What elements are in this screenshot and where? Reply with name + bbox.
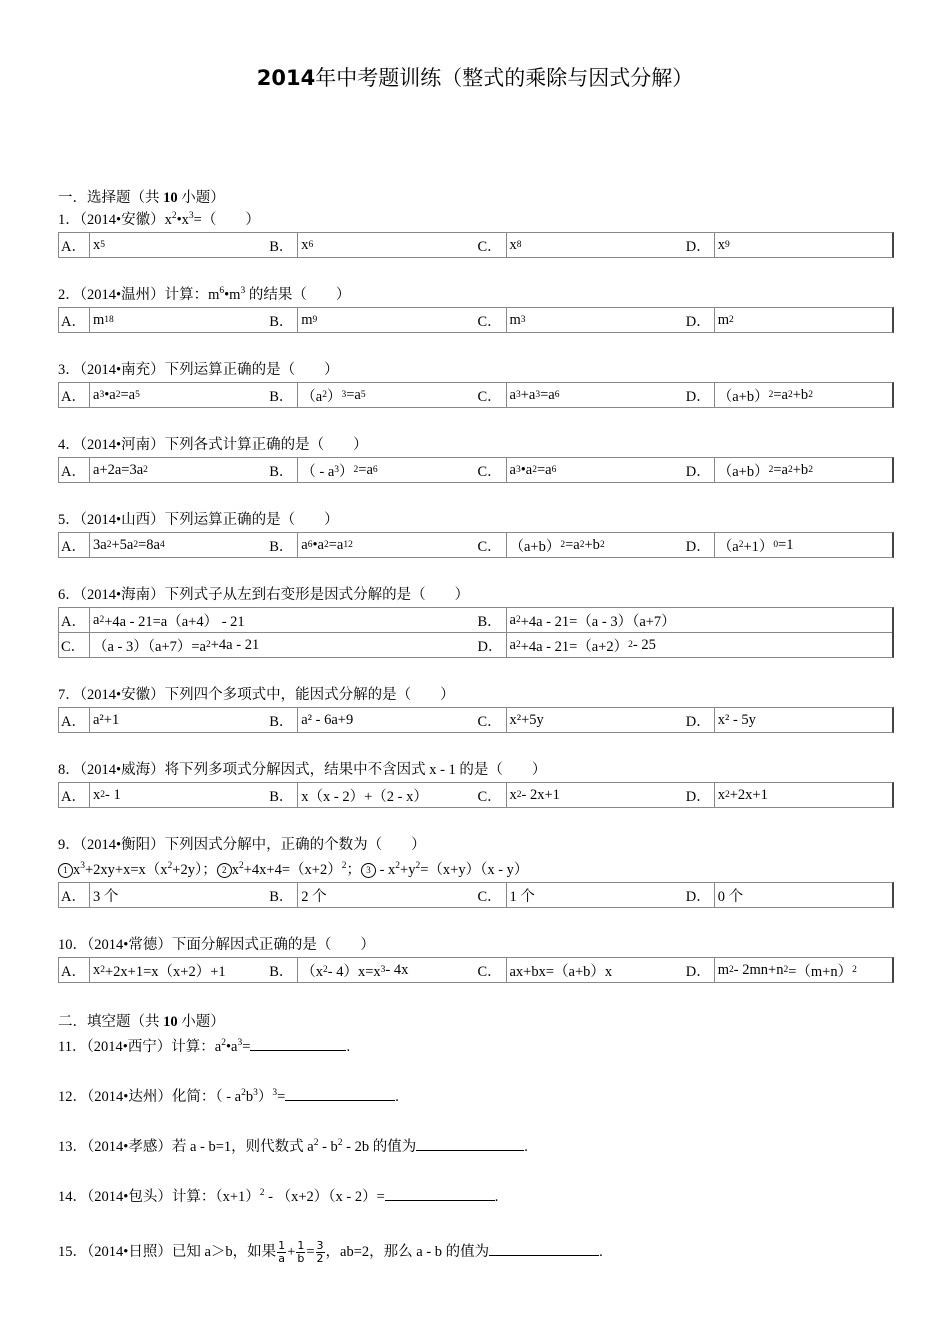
- option-b[interactable]: B． （ - a 3 ） 2 =a 6: [267, 458, 475, 482]
- question-6-options: [58, 607, 894, 658]
- option-d[interactable]: D． a 2 +4a - 21=（a+2） 2 - 25: [476, 633, 893, 657]
- option-d[interactable]: D． （a 2 +1） 0 =1: [684, 533, 892, 557]
- question-2-stem: 2．（2014•温州）计算：$m^6•m^3$ 的结果（ ）: [58, 286, 351, 303]
- option-c[interactable]: C． a 3 +a 3 =a 6: [476, 383, 684, 407]
- option-c[interactable]: C． x²+5y: [476, 708, 684, 732]
- option-c[interactable]: C． x 2 - 2x+1: [476, 783, 684, 807]
- option-c[interactable]: C． m 3: [476, 308, 684, 332]
- question-3-options: [58, 382, 894, 408]
- option-a[interactable]: A． 3a 2 +5a 2 =8a 4: [59, 533, 267, 557]
- option-a[interactable]: A． a 3 •a 2 =a 5: [59, 383, 267, 407]
- option-d[interactable]: D． m 2: [684, 308, 892, 332]
- question-4-options: [58, 457, 894, 483]
- option-d[interactable]: D． x² - 5y: [684, 708, 892, 732]
- question-2-options: [58, 307, 894, 333]
- option-a[interactable]: A． x 5: [59, 233, 267, 257]
- fraction-1-over-a: $\frac{1}{a}$: [278, 1239, 286, 1265]
- option-a[interactable]: A． a²+1: [59, 708, 267, 732]
- option-b[interactable]: B． a 6 •a 2 =a 12: [267, 533, 475, 557]
- fraction-3-over-2: $\frac{3}{2}$: [316, 1239, 324, 1265]
- option-d[interactable]: D． x 2 +2x+1: [684, 783, 892, 807]
- question-10-options: [58, 957, 894, 983]
- option-b[interactable]: B． x（x - 2）+（2 - x）: [267, 783, 475, 807]
- question-6-stem: 6．（2014•海南）下列式子从左到右变形是因式分解的是（ ）: [58, 587, 470, 603]
- question-9-stem: 9．（2014•衡阳）下列因式分解中，正确的个数为（ ）: [58, 837, 426, 853]
- option-d[interactable]: D． x 9: [684, 233, 892, 257]
- question-8-options: [58, 782, 894, 808]
- question-12: 12．（2014•达州）化简：（ - $a^2b^3)^3=$ .: [58, 1088, 399, 1105]
- question-5-stem: 5．（2014•山西）下列运算正确的是（ ）: [58, 512, 339, 528]
- option-b[interactable]: B． x 6: [267, 233, 475, 257]
- question-10-stem: 10．（2014•常德）下面分解因式正确的是（ ）: [58, 937, 375, 953]
- page-title: 2014年中考题训练（整式的乘除与因式分解）: [256, 66, 694, 90]
- question-5-options: [58, 532, 894, 558]
- question-4-stem: 4．（2014•河南）下列各式计算正确的是（ ）: [58, 437, 368, 453]
- answer-blank[interactable]: [489, 1241, 599, 1256]
- option-a[interactable]: A． a+2a=3a 2: [59, 458, 267, 482]
- option-c[interactable]: C． a 3 •a 2 =a 6: [476, 458, 684, 482]
- section-heading-fill: 二．填空题（共 10 小题）: [58, 1014, 225, 1030]
- option-b[interactable]: B． a 2 +4a - 21=（a - 3）（a+7）: [476, 608, 893, 632]
- option-d[interactable]: D． （a+b） 2 =a 2 +b 2: [684, 458, 892, 482]
- question-1-options: [58, 232, 894, 258]
- option-a[interactable]: A． 3 个: [59, 883, 267, 907]
- option-c[interactable]: C． 1 个: [476, 883, 684, 907]
- option-a[interactable]: A． m 18: [59, 308, 267, 332]
- answer-blank[interactable]: [416, 1136, 524, 1151]
- question-15: 15．（2014•日照）已知 a＞b，如果 $\frac{1}{a}$ + $\frac{1}{b}$ = $\frac{3}{2}$ ，ab=2，那么 a - b 的值为 .: [58, 1239, 603, 1265]
- option-b[interactable]: B． 2 个: [267, 883, 475, 907]
- option-d[interactable]: D． m 2 - 2mn+n 2 =（m+n） 2: [684, 958, 892, 982]
- option-a[interactable]: A． x 2 - 1: [59, 783, 267, 807]
- option-a[interactable]: A． x 2 +2x+1=x（x+2）+1: [59, 958, 267, 982]
- option-c[interactable]: C． ax+bx=（a+b）x: [476, 958, 684, 982]
- option-a[interactable]: A． a 2 +4a - 21=a（a+4） - 21: [59, 608, 476, 632]
- question-1-stem: 1．（2014•安徽）$x^2•x^3=$（ ）: [58, 211, 260, 228]
- section-heading-choice: 一．选择题（共 10 小题）: [58, 190, 225, 206]
- option-c[interactable]: C． x 8: [476, 233, 684, 257]
- option-d[interactable]: D． 0 个: [684, 883, 892, 907]
- answer-blank[interactable]: [285, 1086, 395, 1101]
- question-13: 13．（2014•孝感）若 a - b=1，则代数式 $a^2 - b^2 - 2b$ 的值为 .: [58, 1138, 528, 1155]
- option-b[interactable]: B． a² - 6a+9: [267, 708, 475, 732]
- option-d[interactable]: D． （a+b） 2 =a 2 +b 2: [684, 383, 892, 407]
- fraction-1-over-b: $\frac{1}{b}$: [297, 1239, 305, 1265]
- option-b[interactable]: B． （a 2 ） 3 =a 5: [267, 383, 475, 407]
- answer-blank[interactable]: [250, 1036, 346, 1051]
- question-9-options: [58, 882, 894, 908]
- question-9-statements: 1 $x^3+2xy+x=x(x^2+2y)$； 2 $x^2+4x+4=(x+2)^2$； $3 - x^2+y^2=(x+y)(x - y)$: [58, 860, 528, 880]
- option-c[interactable]: C． （a+b） 2 =a 2 +b 2: [476, 533, 684, 557]
- question-3-stem: 3．（2014•南充）下列运算正确的是（ ）: [58, 362, 339, 378]
- question-14: 14．（2014•包头）计算：$(x+1)^2 - (x+2)(x - 2)=$ .: [58, 1188, 499, 1205]
- question-11: 11．（2014•西宁）计算：$a^2•a^3=$ .: [58, 1038, 351, 1055]
- answer-blank[interactable]: [385, 1186, 495, 1201]
- question-7-options: [58, 707, 894, 733]
- option-b[interactable]: B． （x 2 - 4）x=x 3 - 4x: [267, 958, 475, 982]
- question-7-stem: 7．（2014•安徽）下列四个多项式中，能因式分解的是（ ）: [58, 687, 455, 703]
- option-b[interactable]: B． m 9: [267, 308, 475, 332]
- option-c[interactable]: C． （a - 3）（a+7）=a 2 +4a - 21: [59, 633, 476, 657]
- question-8-stem: 8．（2014•威海）将下列多项式分解因式，结果中不含因式 x - 1 的是（ ）: [58, 762, 547, 778]
